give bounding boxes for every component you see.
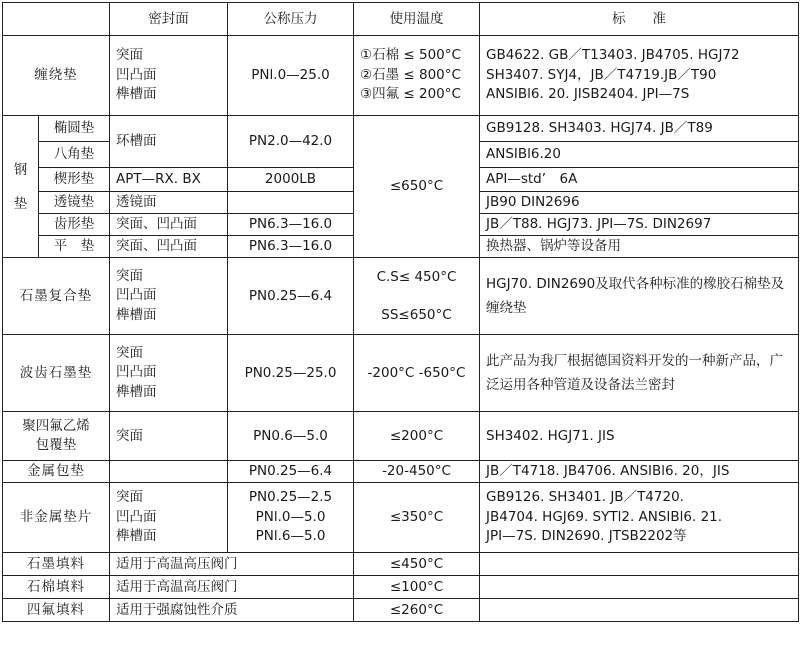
- table-row: [3, 335, 799, 412]
- seal-face-cell: [110, 461, 228, 483]
- standard-cell: 此产品为我厂根据德国资料开发的一种新产品，广泛运用各种管道及设备法兰密封: [480, 335, 799, 412]
- temperature-cell: C.S≤ 450°C SS≤650°C: [354, 258, 480, 335]
- temperature-cell: ≤650°C: [354, 116, 480, 258]
- standard-cell: SH3402. HGJ71. JIS: [480, 412, 799, 461]
- seal-face-cell: APT—RX. BX: [110, 168, 228, 192]
- pressure-cell: [228, 192, 354, 214]
- temperature-cell: ≤450°C: [354, 553, 480, 576]
- row-name: 石墨填料: [3, 553, 110, 576]
- temperature-cell: -200°C -650°C: [354, 335, 480, 412]
- temperature-cell: ①石棉 ≤ 500°C ②石墨 ≤ 800°C ③四氟 ≤ 200°C: [354, 36, 480, 116]
- pressure-cell: PN6.3—16.0: [228, 236, 354, 258]
- row-name: 四氟填料: [3, 599, 110, 622]
- temperature-cell: ≤200°C: [354, 412, 480, 461]
- table-row: [3, 36, 799, 116]
- table-row: [3, 599, 799, 622]
- row-name: 八角垫: [39, 142, 110, 168]
- pressure-cell: 2000LB: [228, 168, 354, 192]
- row-name: 波齿石墨垫: [3, 335, 110, 412]
- pressure-cell: PN0.25—25.0: [228, 335, 354, 412]
- pressure-cell: PN0.25—6.4: [228, 461, 354, 483]
- standard-cell: [480, 553, 799, 576]
- header-standard: 标 准: [480, 3, 799, 36]
- application-cell: 适用于高温高压阀门: [110, 553, 354, 576]
- row-name: 缠绕垫: [3, 36, 110, 116]
- header-seal-face: 密封面: [110, 3, 228, 36]
- seal-face-cell: 突面、凹凸面: [110, 236, 228, 258]
- seal-faces: 突面 凹凸面 榫槽面: [110, 483, 228, 553]
- row-name: 石墨复合垫: [3, 258, 110, 335]
- temperature-cell: -20-450°C: [354, 461, 480, 483]
- row-name: 聚四氟乙烯 包覆垫: [3, 412, 110, 461]
- standard-cell: JB90 DIN2696: [480, 192, 799, 214]
- seal-face-cell: 突面: [110, 412, 228, 461]
- temperature-cell: ≤350°C: [354, 483, 480, 553]
- standard-cell: HGJ70. DIN2690及取代各种标准的橡胶石棉垫及缠绕垫: [480, 258, 799, 335]
- table-row: [3, 258, 799, 335]
- pressure-cell: PN0.6—5.0: [228, 412, 354, 461]
- row-name: 非金属垫片: [3, 483, 110, 553]
- row-name: 齿形垫: [39, 214, 110, 236]
- standard-cell: 换热器、锅炉等设备用: [480, 236, 799, 258]
- standard-cell: JB／T88. HGJ73. JPI—7S. DIN2697: [480, 214, 799, 236]
- table-row: [3, 412, 799, 461]
- temperature-cell: ≤260°C: [354, 599, 480, 622]
- table-row: [3, 576, 799, 599]
- pressure-cell: PN2.0—42.0: [228, 116, 354, 168]
- standard-cell: ANSIBl6.20: [480, 142, 799, 168]
- standard-cell: API—std’ 6A: [480, 168, 799, 192]
- standard-cell: GB9128. SH3403. HGJ74. JB／T89: [480, 116, 799, 142]
- table-row: [3, 116, 799, 142]
- application-cell: 适用于高温高压阀门: [110, 576, 354, 599]
- row-name: 金属包垫: [3, 461, 110, 483]
- table-row: [3, 483, 799, 553]
- header-row: [3, 3, 799, 36]
- steel-group-label: 钢 垫: [3, 116, 39, 258]
- seal-face-cell: 环槽面: [110, 116, 228, 168]
- temperature-cell: ≤100°C: [354, 576, 480, 599]
- gasket-spec-table: [2, 2, 799, 622]
- standard-cell: GB4622. GB／T13403. JB4705. HGJ72 SH3407. SYJ4，JB／T4719.JB／T90 ANSIBl6. 20. JISB2404. JPI—7S: [480, 36, 799, 116]
- row-name: 楔形垫: [39, 168, 110, 192]
- seal-face-cell: 突面、凹凸面: [110, 214, 228, 236]
- seal-face-cell: 透镜面: [110, 192, 228, 214]
- header-name: [3, 3, 110, 36]
- application-cell: 适用于强腐蚀性介质: [110, 599, 354, 622]
- standard-cell: [480, 599, 799, 622]
- standard-cell: JB／T4718. JB4706. ANSIBl6. 20，JIS: [480, 461, 799, 483]
- table-row: [3, 461, 799, 483]
- seal-faces: 突面 凹凸面 榫槽面: [110, 36, 228, 116]
- row-name: 平 垫: [39, 236, 110, 258]
- header-pressure: 公称压力: [228, 3, 354, 36]
- row-name: 透镜垫: [39, 192, 110, 214]
- pressure-cell: PN0.25—2.5 PNl.0—5.0 PNl.6—5.0: [228, 483, 354, 553]
- pressure-cell: PNl.0—25.0: [228, 36, 354, 116]
- row-name: 石棉填料: [3, 576, 110, 599]
- seal-faces: 突面 凹凸面 榫槽面: [110, 335, 228, 412]
- standard-cell: GB9126. SH3401. JB／T4720. JB4704. HGJ69. SYTl2. ANSIBl6. 21. JPI—7S. DIN2690. JTSB2202等: [480, 483, 799, 553]
- pressure-cell: PN6.3—16.0: [228, 214, 354, 236]
- header-temperature: 使用温度: [354, 3, 480, 36]
- pressure-cell: PN0.25—6.4: [228, 258, 354, 335]
- seal-faces: 突面 凹凸面 榫槽面: [110, 258, 228, 335]
- row-name: 椭圆垫: [39, 116, 110, 142]
- standard-cell: [480, 576, 799, 599]
- table-row: [3, 553, 799, 576]
